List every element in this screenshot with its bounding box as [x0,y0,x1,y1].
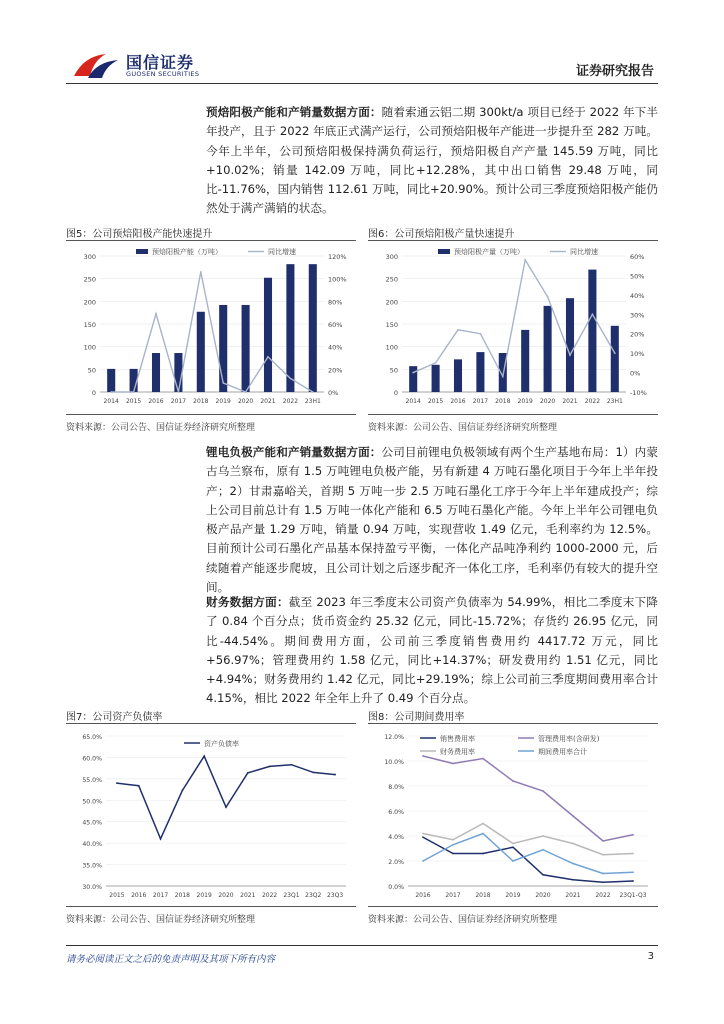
fig8-series-point [422,833,424,835]
fig5-bar [264,278,272,392]
fig8-legend-label: 期间费用率合计 [538,748,587,756]
fig8-y-tick: 10.0% [384,759,404,766]
fig5-x-tick: 2018 [193,398,209,405]
fig8-series-point [632,853,634,855]
fig5-bar [219,305,227,392]
fig8-series-point [452,839,454,841]
fig8-y-tick: 0.0% [388,884,404,891]
figure-7-chart [66,726,356,904]
fig5-y-left-tick: 150 [83,321,96,329]
fig6-bar [432,365,440,392]
paragraph-anode-battery [206,443,658,597]
fig6-y-right-tick: 40% [630,291,645,300]
fig5-line-point [133,391,135,393]
paragraph-heading: 锂电负极产能和产销量数据方面： [206,445,382,459]
fig5-x-tick: 2017 [170,398,187,405]
fig6-bar [588,270,596,392]
fig5-y-right-tick: 80% [328,298,343,307]
fig7-x-tick: 2016 [131,892,147,899]
fig7-legend-label: 资产负债率 [204,740,239,748]
figure-6-top-rule [368,240,658,241]
fig6-y-left-tick: 150 [385,321,398,329]
fig6-y-right-tick: 30% [630,311,645,320]
fig5-bar [152,353,160,392]
fig5-line-point [267,356,269,358]
fig7-x-tick: 2015 [109,892,125,899]
fig5-y-left-tick: 100 [83,343,96,352]
fig5-y-right-tick: 120% [328,253,347,261]
fig6-y-left-tick: 250 [385,275,398,284]
fig6-x-tick: 2019 [517,398,533,405]
figure-5-top-rule [66,240,356,241]
fig7-y-tick: 35.0% [82,862,102,870]
fig5-y-right-tick: 40% [328,343,343,352]
fig6-x-tick: 23H1 [606,398,623,405]
fig6-line-point [592,313,594,315]
fig6-line-point [547,296,549,298]
header-divider [66,83,658,84]
fig6-line-point [569,354,571,356]
fig7-series-point [334,774,336,776]
figure-5-chart [66,242,356,412]
fig6-x-tick: 2017 [472,398,489,405]
fig6-x-tick: 2014 [405,398,421,405]
fig5-x-tick: 2022 [282,398,299,405]
fig7-x-tick: 23Q1 [283,892,300,899]
figure-8-source: 资料来源：公司公告、国信证券经济研究所整理 [368,915,558,925]
page-header [0,0,724,84]
fig8-series-point [602,854,604,856]
fig8-x-tick: 2019 [505,892,521,899]
fig7-x-tick: 2019 [196,892,212,899]
footer-divider [66,945,658,946]
fig5-line-point [200,271,202,273]
fig5-bar [286,264,294,392]
figure-5-source: 资料来源：公司公告、国信证券经济研究所整理 [66,423,256,433]
fig5-line-point [178,391,180,393]
fig5-line-point [110,391,112,393]
fig8-x-tick: 2020 [535,892,551,899]
fig5-y-right-tick: 0% [328,389,339,397]
fig8-series-line [423,756,633,841]
fig6-legend-bar-swatch [438,249,450,254]
figure-5-title: 图5：公司预焙阳极产能快速提升 [66,229,213,240]
fig6-y-left-tick: 300 [385,253,398,261]
fig5-legend-bar-label: 预焙阳极产能（万吨） [152,248,222,256]
fig6-y-right-tick: 20% [630,330,645,339]
figure-7-source: 资料来源：公司公告、国信证券经济研究所整理 [66,915,256,925]
fig6-line-point [480,333,482,335]
fig7-y-tick: 45.0% [82,819,102,827]
fig8-x-tick: 2018 [475,892,491,899]
fig7-y-tick: 40.0% [82,841,102,849]
figure-5-bottom-rule [66,414,356,415]
fig8-series-point [542,874,544,876]
fig8-series-point [452,763,454,765]
fig8-x-tick: 2017 [445,892,461,899]
fig8-series-point [482,853,484,855]
fig6-line-point [502,376,504,378]
fig5-y-left-tick: 200 [83,298,96,307]
figure-6-chart [368,242,658,412]
fig8-series-point [512,860,514,862]
fig8-series-point [452,853,454,855]
fig7-series-point [116,782,118,784]
fig7-x-tick: 2022 [261,892,278,899]
fig6-y-left-tick: 100 [385,343,398,352]
fig7-y-tick: 60.0% [82,755,102,763]
paragraph-heading: 预焙阳极产能和产销量数据方面： [206,105,382,119]
fig5-bar [197,312,205,392]
fig7-x-tick: 23Q2 [305,892,322,899]
fig6-bar [454,359,462,392]
fig8-series-point [602,840,604,842]
fig7-series-point [291,764,293,766]
fig8-series-point [452,844,454,846]
figure-7-bottom-rule [66,906,356,907]
fig5-y-right-tick: 20% [328,366,343,375]
fig5-bar [309,264,317,392]
fig8-x-tick: 23Q1-Q3 [619,892,647,899]
fig7-series-point [312,772,314,774]
fig6-bar [521,330,529,392]
fig7-series-point [160,838,162,840]
fig8-series-point [482,823,484,825]
paragraph-body: 随着索通云铝二期 300kt/a 项目已经于 2022 年下半年投产，且于 2022 年底正式满产运行，公司预焙阳极年产能进一步提升至 282 万吨。今年上半年，公司预焙阳极保持满负荷运行，预焙阳极自产产量 145.59 万吨，同比+10.02%；销量 142.09 万吨，同比+12.28%，其中出口销售 29.48 万吨，同比-11.76%，国内销售 112.61 万吨，同比+20.90%。预计公司三季度预焙阳极产能仍然处于满产满销的状态。 [206,105,658,216]
fig6-line-point [614,352,616,354]
fig7-y-tick: 55.0% [82,776,102,784]
fig8-series-point [632,871,634,873]
fig6-bar [409,366,417,392]
fig8-y-tick: 8.0% [388,784,404,791]
fig6-x-tick: 2018 [495,398,511,405]
fig7-series-point [247,772,249,774]
fig8-series-point [632,834,634,836]
fig5-line-series [111,272,313,392]
fig6-bar [566,298,574,392]
fig6-x-tick: 2022 [584,398,601,405]
fig6-bar [476,352,484,392]
fig8-series-point [632,880,634,882]
fig6-bar [544,306,552,392]
fig8-series-point [482,833,484,835]
footer-disclaimer: 请务必阅读正文之后的免责声明及其项下所有内容 [66,954,276,965]
fig8-y-tick: 4.0% [388,834,404,841]
fig5-x-tick: 2019 [215,398,231,405]
fig8-x-tick: 2016 [415,892,431,899]
fig6-y-left-tick: 50 [389,366,398,375]
fig7-series-point [203,755,205,757]
report-type: 证券研究报告 [575,64,654,79]
paragraph-body: 公司目前锂电负极领域有两个生产基地布局：1）内蒙古乌兰察布，原有 1.5 万吨锂电负极产能，另有新建 4 万吨石墨化项目于今年上半年投产；2）甘肃嘉峪关，首期 5 万吨一步 2.5 万吨石墨化工序于今年上半年建成投产；综上公司目前总计有 1.5 万吨一体化产能和 6.5 万吨石墨化产能。今年上半年公司锂电负极产品产量 1.29 万吨，销量 0.94 万吨，实现营收 1.49 亿元，毛利率约为 12.5%。目前预计公司石墨化产品基本保持盈亏平衡，一体化产品吨净利约 1000-2000 元，后续随着产能逐步爬坡，且公司计划之后逐步配齐一体化工序，毛利率仍有较大的提升空间。 [206,445,658,595]
fig6-x-tick: 2021 [562,398,578,405]
figure-8-chart [368,726,658,904]
fig7-x-tick: 2021 [240,892,256,899]
fig7-y-tick: 30.0% [82,884,102,891]
fig5-line-point [312,391,314,393]
fig8-y-tick: 12.0% [384,734,404,741]
fig5-line-point [290,378,292,380]
fig7-series-point [181,790,183,792]
fig8-series-point [422,755,424,757]
fig6-y-left-tick: 200 [385,298,398,307]
figure-7-title: 图7：公司资产负债率 [66,712,163,723]
fig5-bar [107,369,115,392]
fig6-line-point [412,372,414,374]
fig8-legend-label: 财务费用率 [440,748,475,756]
fig8-series-point [482,758,484,760]
figure-8-top-rule [368,723,658,724]
fig6-y-right-tick: -10% [630,389,647,397]
fig7-y-tick: 65.0% [82,734,102,741]
fig6-x-tick: 2020 [539,398,556,405]
fig8-series-point [602,873,604,875]
fig7-series-point [138,785,140,787]
fig6-line-point [435,362,437,364]
fig6-legend-bar-label: 预焙阳极产量（万吨） [454,248,524,256]
fig5-x-tick: 23H1 [304,398,321,405]
fig6-legend-line-label: 同比增速 [570,248,598,256]
fig5-line-point [155,313,157,315]
fig8-series-point [572,879,574,881]
paragraph-heading: 财务数据方面： [206,595,289,609]
brand-name-en: GUOSEN SECURITIES [126,70,200,78]
fig6-line-series [413,260,615,377]
fig8-y-tick: 2.0% [388,859,404,866]
fig8-series-point [542,835,544,837]
fig8-series-point [602,881,604,883]
fig5-y-left-tick: 300 [83,253,96,261]
fig6-y-right-tick: 60% [630,253,645,261]
fig5-x-tick: 2016 [148,398,164,405]
fig5-line-point [245,391,247,393]
fig5-legend-bar-swatch [136,249,148,254]
figure-8-title: 图8：公司期间费用率 [368,712,465,723]
fig8-series-point [542,849,544,851]
figure-6-title: 图6：公司预焙阳极产量快速提升 [368,229,515,240]
guosen-logo-icon [72,50,122,82]
fig8-series-point [572,863,574,865]
fig5-y-right-tick: 60% [328,321,343,329]
fig6-line-point [457,329,459,331]
fig6-y-right-tick: 50% [630,272,645,281]
fig7-x-tick: 2017 [152,892,169,899]
fig5-x-tick: 2020 [237,398,254,405]
page-number: 3 [647,951,654,962]
fig5-y-left-tick: 0 [91,389,96,397]
fig5-bar [174,353,182,392]
fig6-y-right-tick: 0% [630,369,641,378]
fig5-x-tick: 2015 [125,398,142,405]
figure-6-source: 资料来源：公司公告、国信证券经济研究所整理 [368,423,558,433]
fig6-x-tick: 2015 [427,398,444,405]
fig8-series-point [572,815,574,817]
paragraph-body: 截至 2023 年三季度末公司资产负债率为 54.99%，相比二季度末下降了 0.84 个百分点；货币资金约 25.32 亿元，同比-15.72%；存货约 26.95 亿元，同比-44.54%。期间费用方面，公司前三季度销售费用约 4417.72 万元，同比+56.97%；管理费用约 1.58 亿元，同比+14.37%；研发费用约 1.51 亿元，同比+4.94%；财务费用约 1.42 亿元，同比+29.19%；综上公司前三季度期间费用率合计 4.15%，相比 2022 年全年上升了 0.49 个百分点。 [206,595,658,706]
figure-7-top-rule [66,723,356,724]
fig8-series-point [572,843,574,845]
paragraph-financials [206,593,658,709]
brand-name-cn: 国信证券 [126,53,195,72]
fig8-legend-label: 销售费用率 [440,735,475,743]
figure-6-bottom-rule [368,414,658,415]
fig5-y-right-tick: 100% [328,275,347,284]
fig5-bar [242,305,250,392]
fig6-y-right-tick: 10% [630,350,645,359]
fig7-x-tick: 2020 [218,892,234,899]
fig5-y-left-tick: 50 [87,366,96,375]
fig5-x-tick: 2014 [103,398,119,405]
fig7-x-tick: 2018 [174,892,191,899]
fig5-line-point [222,382,224,384]
fig7-series-line [117,756,335,839]
fig8-series-point [512,780,514,782]
fig7-series-point [269,766,271,768]
fig8-series-point [512,846,514,848]
fig8-series-point [512,843,514,845]
fig8-series-point [422,860,424,862]
fig6-bar [611,326,619,392]
fig8-y-tick: 6.0% [388,809,404,816]
fig8-x-tick: 2022 [595,892,611,899]
fig5-y-left-tick: 250 [83,275,96,284]
fig5-legend-line-label: 同比增速 [268,248,296,256]
fig6-line-point [524,259,526,261]
fig8-legend-label: 管理费用率(含研发) [538,735,600,743]
fig7-x-tick: 23Q3 [326,892,344,899]
fig8-x-tick: 2021 [565,892,581,899]
figure-8-bottom-rule [368,906,658,907]
paragraph-anode-capacity [206,103,658,219]
fig5-x-tick: 2021 [260,398,276,405]
fig6-y-left-tick: 0 [393,389,398,397]
fig7-y-tick: 50.0% [82,798,102,806]
fig8-series-point [422,836,424,838]
fig8-series-point [542,790,544,792]
fig7-series-point [225,806,227,808]
fig6-x-tick: 2016 [450,398,466,405]
